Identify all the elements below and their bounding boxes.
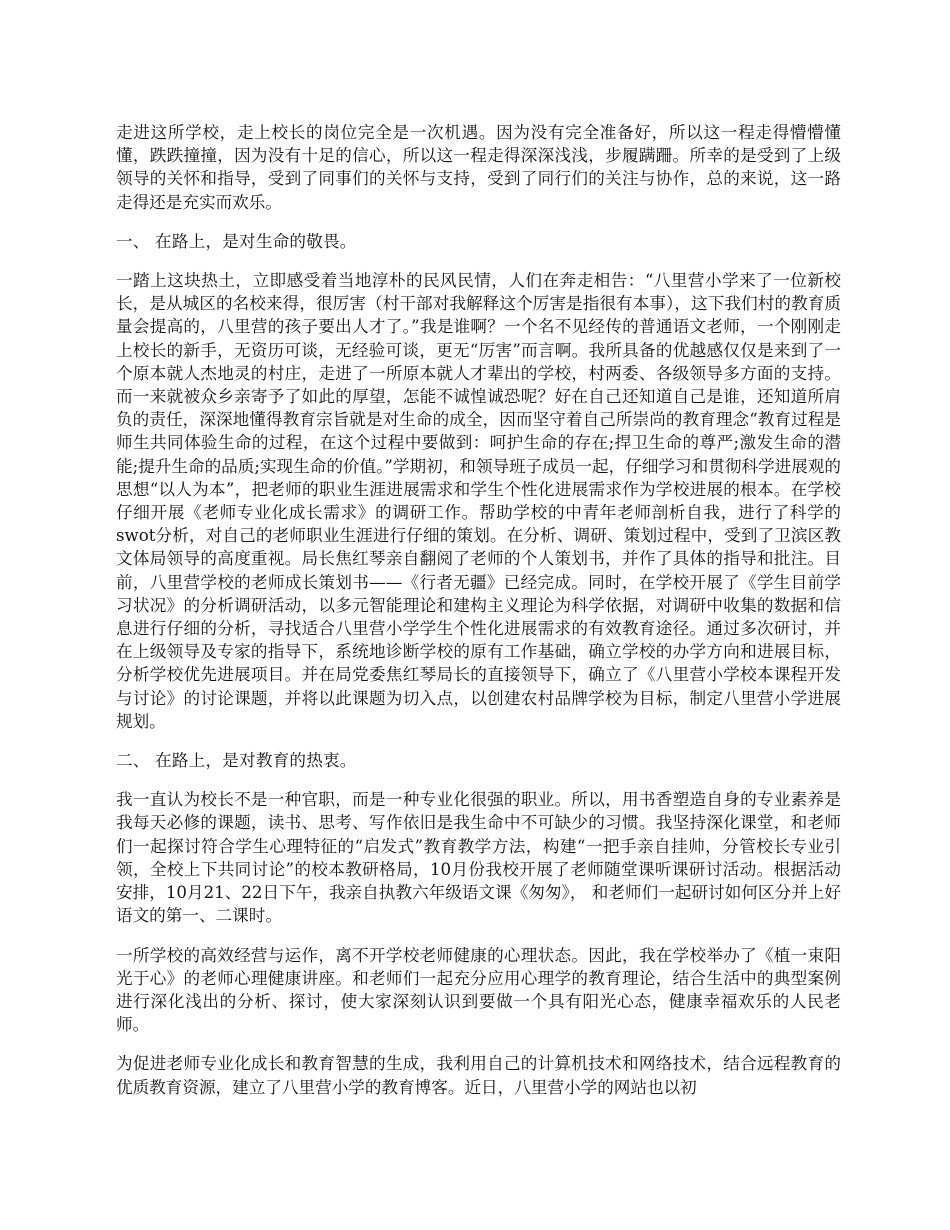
section-2-paragraph-3: 为促进老师专业化成长和教育智慧的生成，我利用自己的计算机技术和网络技术，结合远程教育的优质教育资源，建立了八里营小学的教育博客。近日，八里营小学的网站也以初 <box>116 1054 841 1097</box>
section-heading-1: 一、 在路上，是对生命的敬畏。 <box>116 231 357 251</box>
section-heading-2: 二、 在路上，是对教育的热衷。 <box>116 751 357 771</box>
section-1-paragraph: 一踏上这块热土，立即感受着当地淳朴的民风民情，人们在奔走相告：“八里营小学来了一位新校长，是从城区的名校来得，很厉害（村干部对我解释这个厉害是指很有本事），这下我们村的教育质量会提高的，八里营的孩子要出人才了。”我是谁啊？一个名不见经传的普通语文老师，一个刚刚走上校长的新手，无资历可谈，无经验可谈，更无“厉害”而言啊。我所具备的优越感仅仅是来到了一个原本就人杰地灵的村庄，走进了一所原本就人才辈出的学校，村两委、各级领导多方面的支持。而一来就被众乡亲寄予了如此的厚望，怎能不诚惶诚恐呢？好在自己还知道自己是谁，还知道所肩负的责任，深深地懂得教育宗旨就是对生命的成全，因而坚守着自己所崇尚的教育理念“教育过程是师生共同体验生命的过程，在这个过程中要做到：呵护生命的存在;捍卫生命的尊严;激发生命的潜能;提升生命的品质;实现生命的价值。”学期初，和领导班子成员一起，仔细学习和贯彻科学进展观的思想“以人为本”，把老师的职业生涯进展需求和学生个性化进展需求作为学校进展的根本。在学校仔细开展《老师专业化成长需求》的调研工作。帮助学校的中青年老师剖析自我，进行了科学的swot分析，对自己的老师职业生涯进行仔细的策划。在分析、调研、策划过程中，受到了卫滨区教文体局领导的高度重视。局长焦红琴亲自翻阅了老师的个人策划书，并作了具体的指导和批注。目前，八里营学校的老师成长策划书——《行者无疆》已经完成。同时，在学校开展了《学生目前学习状况》的分析调研活动，以多元智能理论和建构主义理论为科学依据，对调研中收集的数据和信息进行仔细的分析，寻找适合八里营小学学生个性化进展需求的有效教育途径。通过多次研讨，并在上级领导及专家的指导下，系统地诊断学校的原有工作基础，确立学校的办学方向和进展目标，分析学校优先进展项目。并在局党委焦红琴局长的直接领导下，确立了《八里营小学校本课程开发与讨论》的讨论课题，并将以此课题为切入点，以创建农村品牌学校为目标，制定八里营小学进展规划。 <box>116 271 841 731</box>
intro-paragraph: 走进这所学校，走上校长的岗位完全是一次机遇。因为没有完全准备好，所以这一程走得懵懵懂懂，跌跌撞撞，因为没有十足的信心，所以这一程走得深深浅浅，步履蹒跚。所幸的是受到了上级领导的关怀和指导，受到了同事们的关怀与支持，受到了同行们的关注与协作，总的来说，这一路走得还是充实而欢乐。 <box>116 123 841 212</box>
section-2-paragraph-2: 一所学校的高效经营与运作，离不开学校老师健康的心理状态。因此，我在学校举办了《植一束阳光于心》的老师心理健康讲座。和老师们一起充分应用心理学的教育理论，结合生活中的典型案例进行深化浅出的分析、探讨，使大家深刻认识到要做一个具有阳光心态，健康幸福欢乐的人民老师。 <box>116 945 841 1035</box>
section-2-paragraph-1: 我一直认为校长不是一种官职，而是一种专业化很强的职业。所以，用书香塑造自身的专业素养是我每天必修的课题，读书、思考、写作依旧是我生命中不可缺少的习惯。我坚持深化课堂，和老师们一起探讨符合学生心理特征的“启发式”教育教学方法，构建“一把手亲自挂帅，分管校长专业引领，全校上下共同讨论”的校本教研格局，10月份我校开展了老师随堂课听课研讨活动。根据活动安排，10月21、22日下午，我亲自执教六年级语文课《匆匆》， 和老师们一起研讨如何区分并上好语文的第一、二课时。 <box>116 790 841 926</box>
document-body <box>116 121 841 1115</box>
